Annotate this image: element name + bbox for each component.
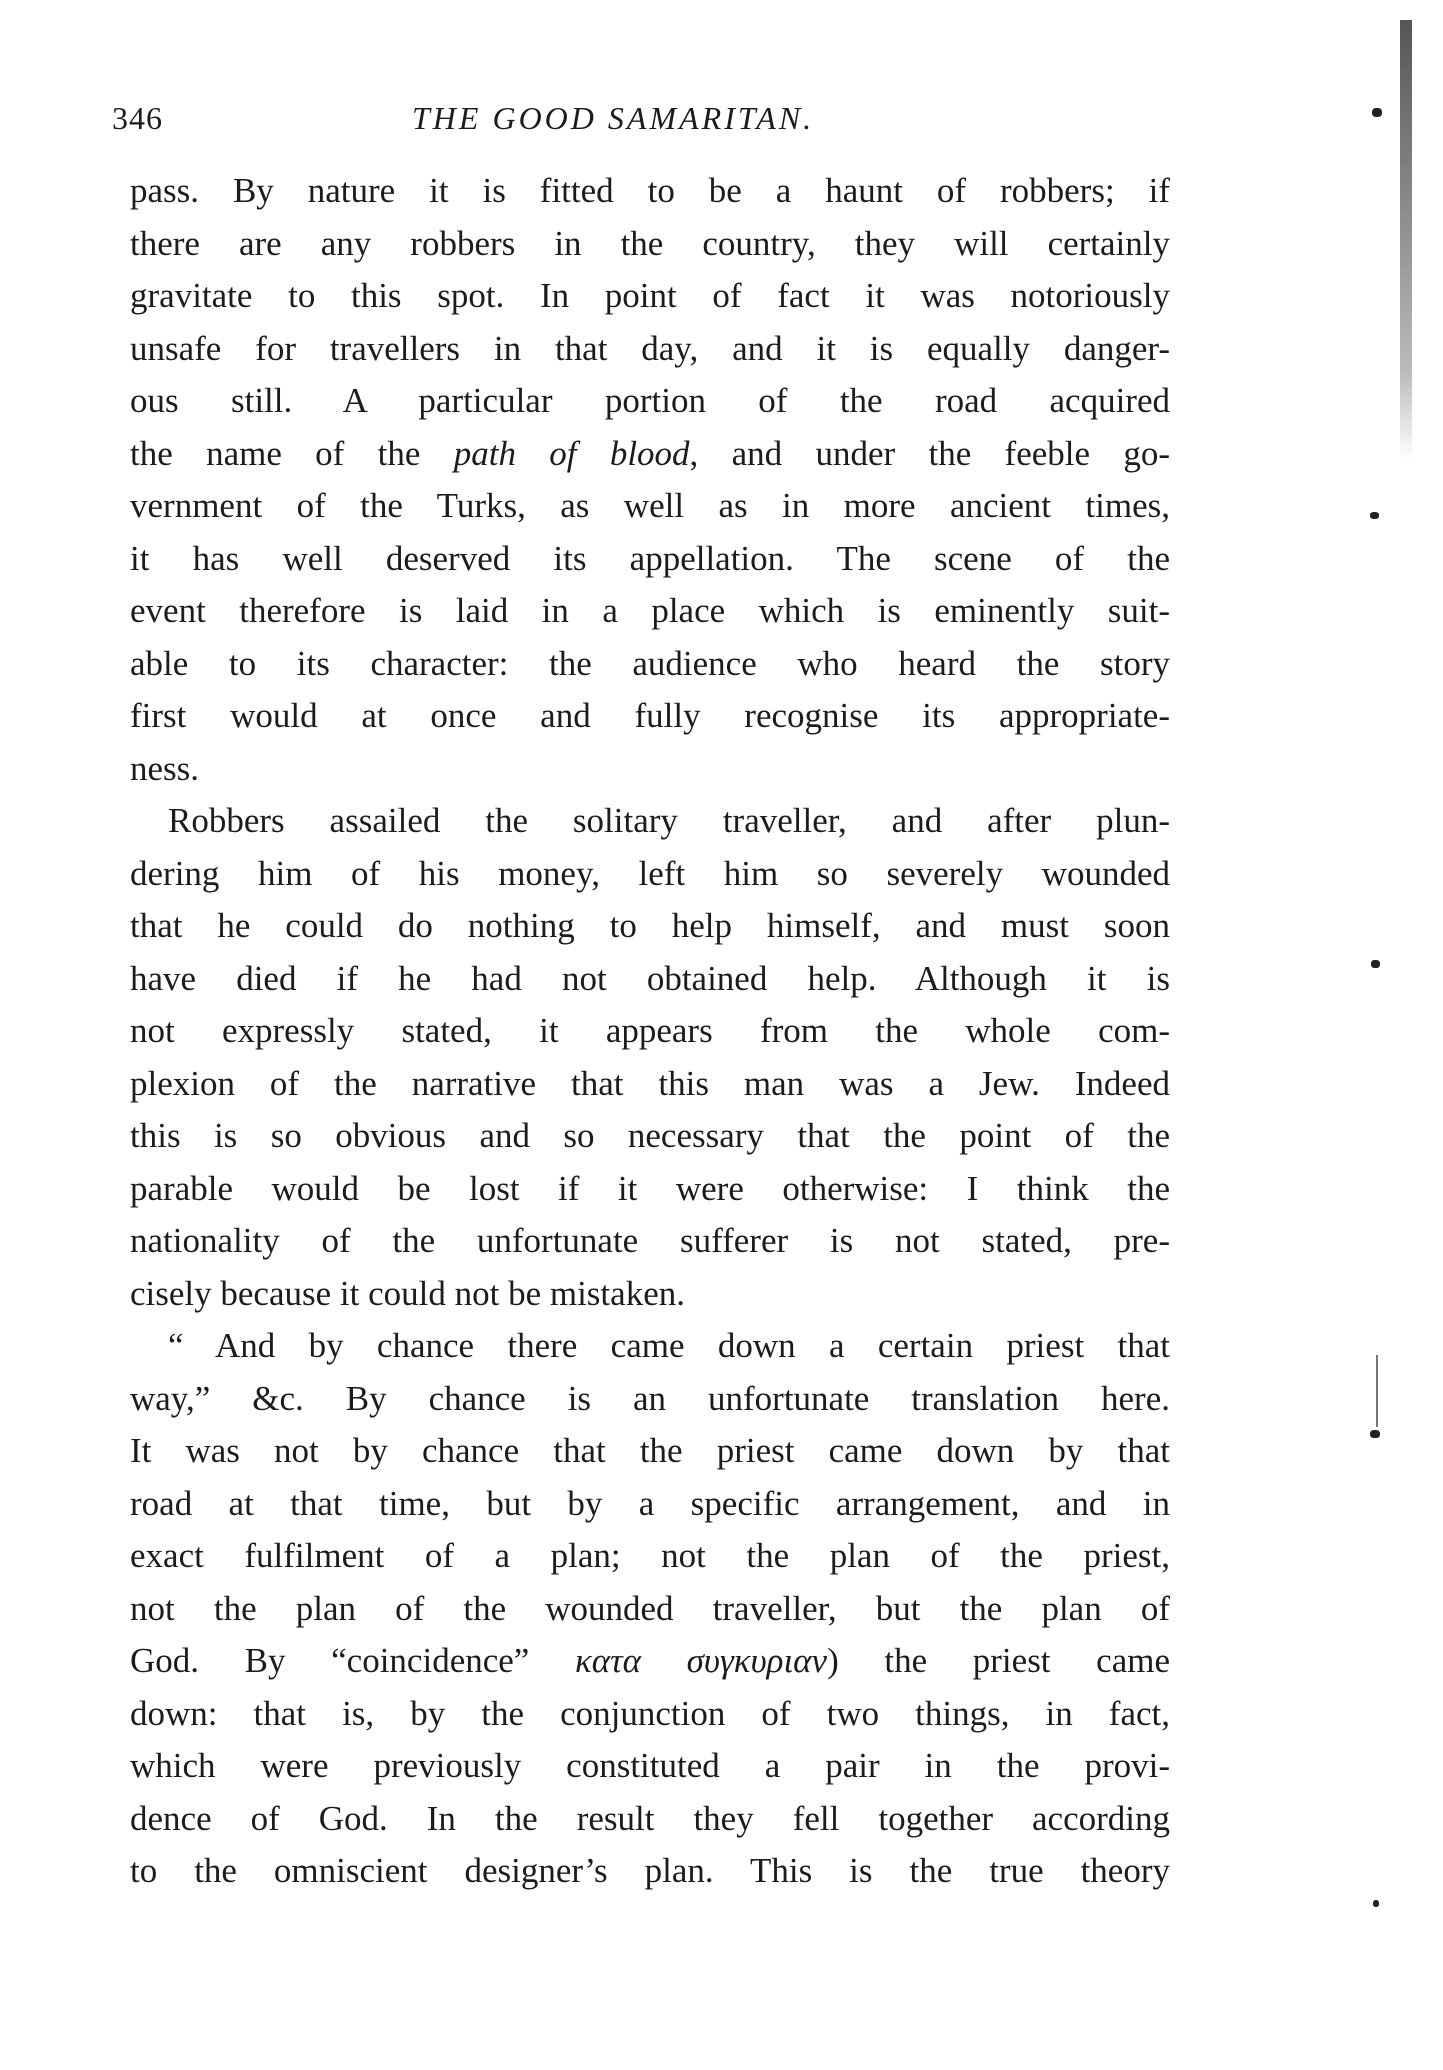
text-segment: this is so obvious and so necessary that the point of the — [130, 1116, 1170, 1155]
text-line — [130, 1688, 1170, 1741]
text-line — [130, 638, 1170, 691]
text-segment: which were previously constituted a pair in the provi- — [130, 1746, 1170, 1785]
italic-text: κατα συγκυριαν — [574, 1641, 828, 1680]
text-segment: the name of the — [130, 433, 454, 473]
text-line — [130, 743, 1170, 796]
text-line — [130, 1005, 1170, 1058]
text-segment: ness. — [130, 748, 200, 788]
scan-speck — [1370, 512, 1379, 519]
text-segment: there are any robbers in the country, they will certainly — [130, 223, 1170, 263]
text-line — [130, 270, 1170, 323]
text-segment: down: that is, by the conjunction of two things, in fact, — [130, 1693, 1170, 1733]
text-line — [130, 1845, 1170, 1898]
text-segment: able to its character: the audience who heard the story — [130, 643, 1170, 683]
text-segment: ) the priest came — [827, 1641, 1170, 1680]
scan-speck — [1373, 1900, 1379, 1907]
text-segment: that he could do nothing to help himself, and must soon — [130, 906, 1170, 945]
text-segment: it has well deserved its appellation. The scene of the — [130, 538, 1170, 578]
text-line — [130, 848, 1170, 901]
text-segment: unsafe for travellers in that day, and it is equally danger- — [130, 328, 1170, 368]
page-header — [112, 100, 1170, 150]
text-line — [130, 165, 1170, 218]
text-line — [130, 1740, 1170, 1793]
text-line — [130, 795, 1170, 848]
text-segment: cisely because it could not be mistaken. — [130, 1273, 685, 1313]
text-segment: first would at once and fully recognise its appropriate- — [130, 696, 1170, 735]
scan-speck — [1372, 108, 1382, 117]
text-segment: “ And by chance there came down a certain priest that — [168, 1326, 1170, 1365]
running-head: THE GOOD SAMARITAN. — [412, 100, 815, 136]
text-line — [130, 1373, 1170, 1426]
text-segment: nationality of the unfortunate sufferer is not stated, pre- — [130, 1221, 1170, 1260]
text-segment: parable would be lost if it were otherwise: I think the — [130, 1168, 1170, 1208]
page-number: 346 — [112, 100, 163, 136]
text-line — [130, 1268, 1170, 1321]
text-line — [130, 1793, 1170, 1846]
text-line — [130, 375, 1170, 428]
text-segment: way,” &c. By chance is an unfortunate translation here. — [130, 1378, 1170, 1418]
text-line — [130, 1478, 1170, 1531]
text-segment: It was not by chance that the priest came down by that — [130, 1431, 1170, 1470]
scan-speck — [1370, 1430, 1380, 1438]
text-segment: , and under the feeble go- — [689, 433, 1170, 473]
text-segment: plexion of the narrative that this man was a Jew. Indeed — [130, 1063, 1170, 1103]
text-line — [130, 218, 1170, 271]
text-line — [130, 1110, 1170, 1163]
text-segment: ous still. A particular portion of the road acquired — [130, 381, 1170, 420]
text-segment: event therefore is laid in a place which is eminently suit- — [130, 591, 1170, 630]
text-segment: not expressly stated, it appears from the whole com- — [130, 1011, 1170, 1050]
text-line — [130, 1320, 1170, 1373]
italic-text: path of blood — [453, 433, 690, 473]
text-line — [130, 1163, 1170, 1216]
text-segment: Robbers assailed the solitary traveller, and after plun- — [168, 801, 1170, 840]
text-segment: vernment of the Turks, as well as in more ancient times, — [130, 486, 1170, 525]
text-line — [130, 1425, 1170, 1478]
text-line — [130, 690, 1170, 743]
text-segment: not the plan of the wounded traveller, but the plan of — [130, 1588, 1170, 1628]
text-segment: dence of God. In the result they fell together according — [130, 1798, 1170, 1838]
body-text — [130, 165, 1170, 1898]
text-line — [130, 323, 1170, 376]
text-segment: road at that time, but by a specific arrangement, and in — [130, 1483, 1170, 1523]
scan-speck — [1371, 960, 1380, 968]
text-line — [130, 1058, 1170, 1111]
text-segment: to the omniscient designer’s plan. This is the true theory — [130, 1851, 1170, 1890]
text-segment: pass. By nature it is fitted to be a haunt of robbers; if — [130, 171, 1170, 210]
text-line — [130, 1583, 1170, 1636]
scan-mark — [1376, 1355, 1378, 1427]
text-line — [130, 953, 1170, 1006]
text-segment: have died if he had not obtained help. Although it is — [130, 958, 1170, 998]
text-line — [130, 533, 1170, 586]
text-line — [130, 585, 1170, 638]
text-line — [130, 900, 1170, 953]
text-line — [130, 1215, 1170, 1268]
text-line — [130, 480, 1170, 533]
text-segment: exact fulfilment of a plan; not the plan of the priest, — [130, 1536, 1170, 1575]
text-segment: dering him of his money, left him so severely wounded — [130, 853, 1170, 893]
text-line — [130, 1635, 1170, 1688]
text-line — [130, 428, 1170, 481]
scan-edge-shadow — [1400, 20, 1412, 460]
text-segment: gravitate to this spot. In point of fact it was notoriously — [130, 276, 1170, 315]
text-segment: God. By “coincidence” — [130, 1641, 575, 1680]
text-line — [130, 1530, 1170, 1583]
